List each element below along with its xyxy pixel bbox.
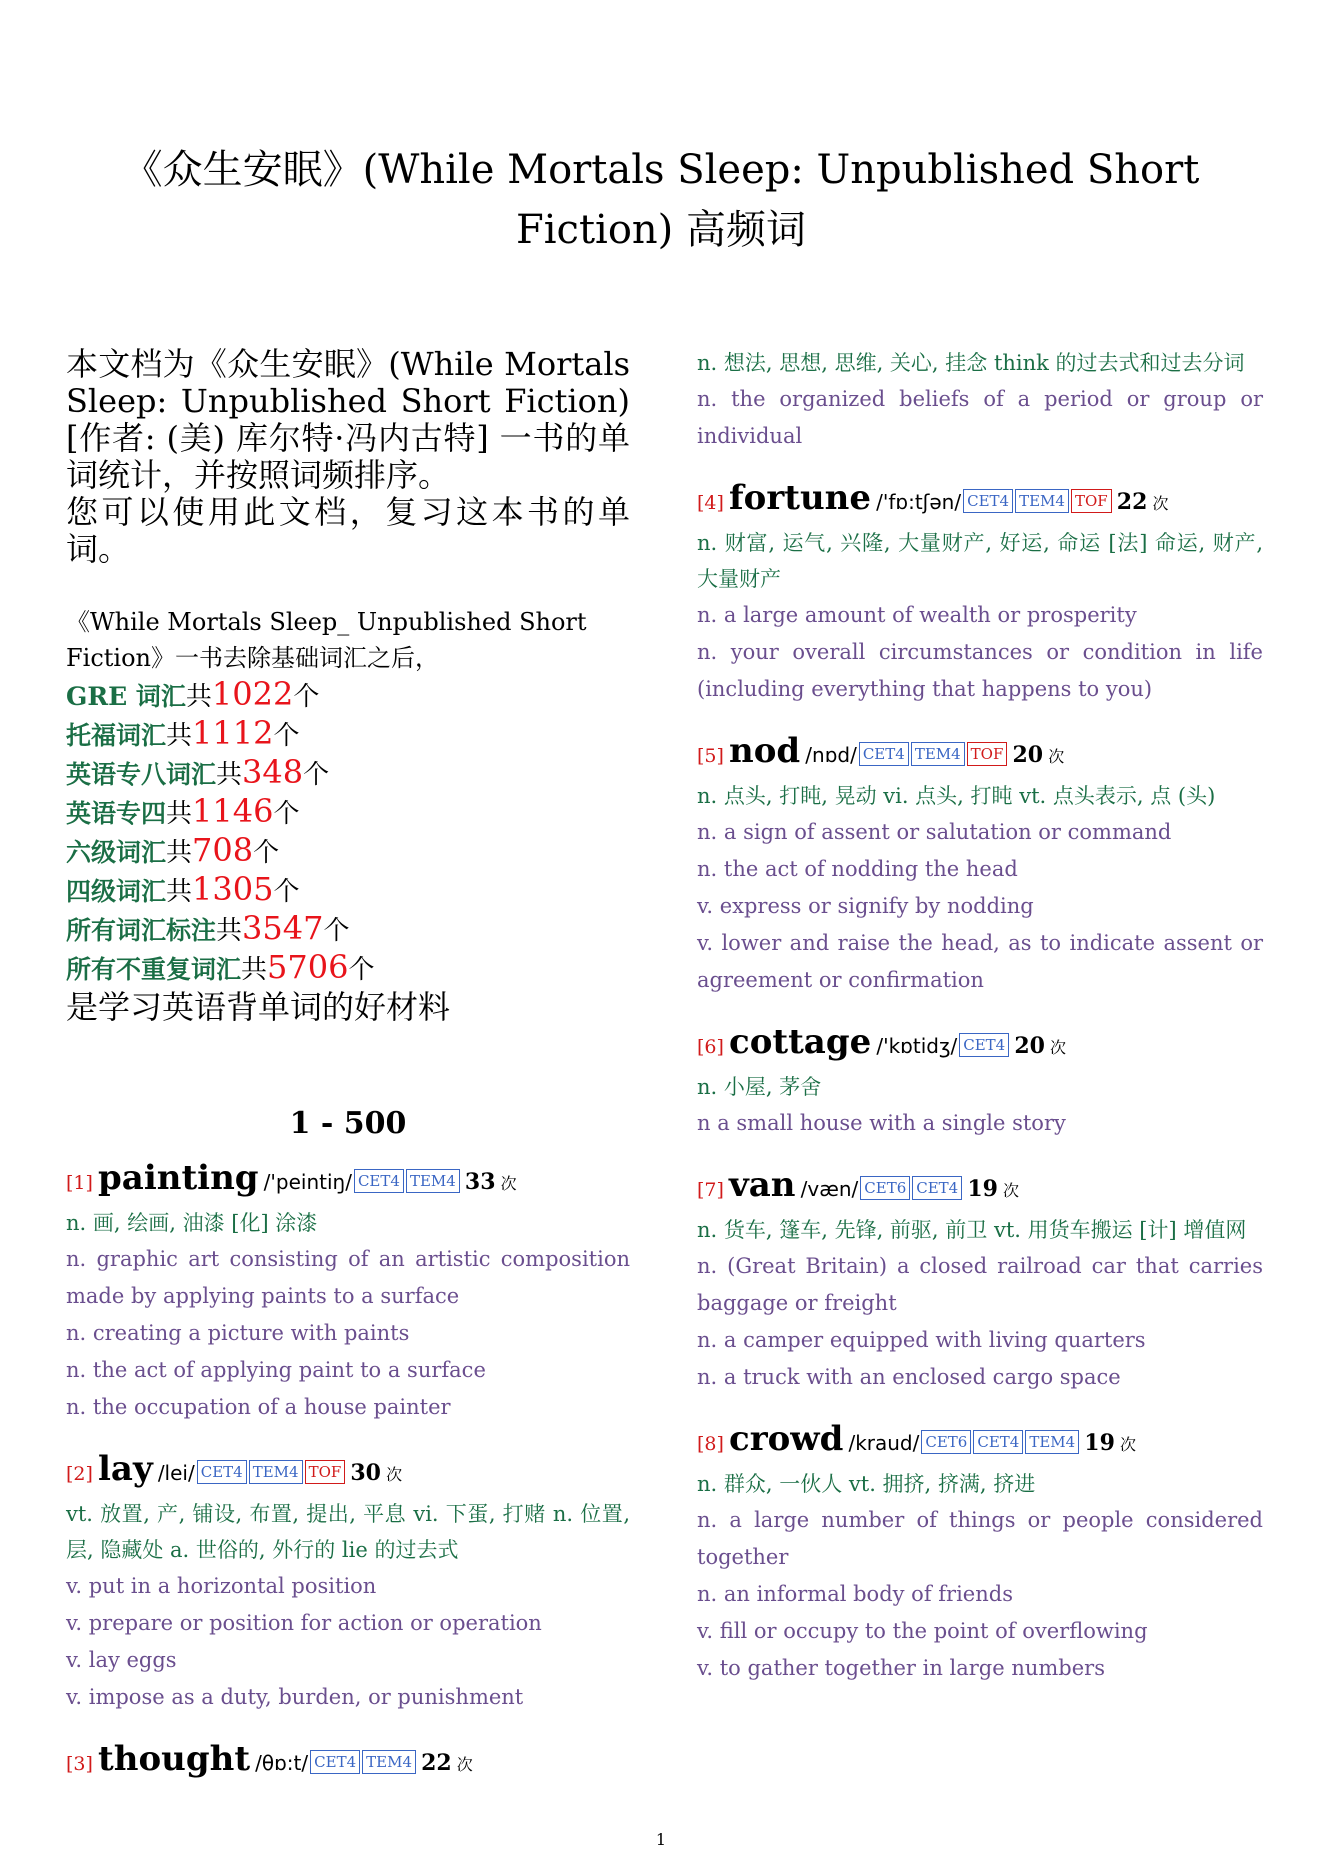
level-tag: CET4 (859, 742, 909, 766)
en-definition: v. prepare or position for action or operation (66, 1611, 542, 1635)
level-tag: TEM4 (911, 742, 965, 766)
stat-line (66, 715, 630, 754)
en-definition: v. to gather together in large numbers (697, 1656, 1105, 1680)
entry-phonetic: /kraud/ (848, 1431, 920, 1455)
word-entry (697, 477, 1263, 708)
entry-times: 次 (1003, 1181, 1020, 1200)
entry-head (66, 1448, 630, 1496)
stat-line (66, 871, 630, 910)
entry-head (697, 730, 1263, 778)
stat-line (66, 676, 630, 715)
stat-line (66, 793, 630, 832)
word-entry (66, 1448, 630, 1716)
entry-word: fortune (729, 478, 872, 518)
entry-count: 19 (1084, 1430, 1115, 1456)
en-definition: n. a sign of assent or salutation or command (697, 820, 1172, 844)
stat-label: 四级词汇 (66, 877, 167, 906)
level-tag: CET4 (959, 1033, 1009, 1057)
entry-phonetic: /'fɒ:tʃən/ (876, 490, 962, 514)
cn-definition: n. 小屋, 茅舍 (697, 1075, 822, 1099)
level-tag: CET6 (921, 1430, 971, 1454)
word-entry (697, 1021, 1263, 1142)
en-definition: n. a truck with an enclosed cargo space (697, 1365, 1121, 1389)
en-definition: n. the occupation of a house painter (66, 1395, 451, 1419)
entry-head (66, 1157, 630, 1205)
level-tag: TEM4 (1015, 489, 1069, 513)
stat-mid: 共 (185, 682, 212, 712)
level-tag: CET6 (860, 1176, 910, 1200)
stat-unit: 个 (273, 877, 300, 907)
stat-label: 六级词汇 (66, 838, 167, 867)
level-tag: CET4 (973, 1430, 1023, 1454)
en-definition: n. a large number of things or people considered together (697, 1508, 1263, 1569)
stat-unit: 个 (303, 760, 330, 790)
entry-index: [6] (697, 1036, 724, 1058)
stat-unit: 个 (323, 916, 350, 946)
stat-line (66, 949, 630, 988)
stat-number: 348 (242, 753, 304, 791)
entry-phonetic: /lei/ (157, 1461, 195, 1485)
stat-mid: 共 (216, 916, 243, 946)
stat-number: 708 (192, 831, 254, 869)
en-definition: n. graphic art consisting of an artistic composition made by applying paints to a surface (66, 1247, 630, 1308)
entry-count: 20 (1012, 742, 1044, 768)
stat-number: 1022 (211, 675, 294, 713)
level-tag: TOF (1071, 489, 1112, 513)
stat-mid: 共 (166, 838, 193, 868)
en-definition: n. the organized beliefs of a period or group or individual (697, 387, 1263, 448)
section-heading: 1 - 500 (289, 1106, 407, 1141)
page-number: 1 (655, 1830, 667, 1849)
intro-line-1: 本文档为《众生安眠》(While Mortals Sleep: Unpublished Short Fiction)[作者: (美) 库尔特·冯内古特] 一书的单词统计，并按照词频排序。 (66, 345, 630, 494)
entry-word: van (729, 1165, 796, 1205)
entry-phonetic: /væn/ (800, 1177, 859, 1201)
entry-times: 次 (1048, 747, 1065, 766)
stat-number: 1112 (192, 714, 274, 752)
cn-definition: vt. 放置, 产, 铺设, 布置, 提出, 平息 vi. 下蛋, 打赌 n. 位置, 层, 隐藏处 a. 世俗的, 外行的 lie 的过去式 (66, 1502, 630, 1562)
entry-phonetic: /'kɒtidʒ/ (876, 1034, 958, 1058)
en-definition: n. (Great Britain) a closed railroad car that carries baggage or freight (697, 1254, 1263, 1315)
en-definition: v. put in a horizontal position (66, 1574, 377, 1598)
entry-head (697, 1021, 1263, 1069)
stats-list (66, 676, 630, 988)
level-tag: TEM4 (362, 1750, 416, 1774)
cn-definition: n. 想法, 思想, 思维, 关心, 挂念 think 的过去式和过去分词 (697, 351, 1245, 375)
stat-mid: 共 (216, 760, 243, 790)
stat-number: 3547 (242, 909, 324, 947)
entry-phonetic: /'peintiŋ/ (263, 1170, 352, 1194)
entries-right (697, 345, 1263, 1709)
cn-definition: n. 点头, 打盹, 晃动 vi. 点头, 打盹 vt. 点头表示, 点 (头) (697, 784, 1216, 808)
entry-phonetic: /nɒd/ (805, 743, 857, 767)
stat-mid: 共 (166, 799, 193, 829)
level-tag: CET4 (310, 1750, 360, 1774)
entry-word: lay (98, 1449, 153, 1489)
stat-label: 托福词汇 (66, 721, 167, 750)
en-definition: n. a large amount of wealth or prosperity (697, 603, 1137, 627)
level-tag: CET4 (963, 489, 1013, 513)
entry-times: 次 (456, 1755, 473, 1774)
entry-count: 33 (464, 1169, 496, 1195)
entry-index: [8] (697, 1433, 724, 1455)
level-tag: TEM4 (249, 1460, 303, 1484)
stat-line (66, 754, 630, 793)
stat-mid: 共 (166, 877, 193, 907)
stat-line (66, 832, 630, 871)
en-definition: n a small house with a single story (697, 1111, 1066, 1135)
entry-times: 次 (1120, 1435, 1137, 1454)
level-tag: CET4 (197, 1460, 247, 1484)
stat-number: 5706 (267, 948, 349, 986)
stat-label: 英语专八词汇 (66, 760, 217, 789)
entry-word: cottage (729, 1022, 872, 1062)
entry-index: [3] (66, 1753, 93, 1775)
en-definition: v. express or signify by nodding (697, 894, 1034, 918)
word-entry (697, 1418, 1263, 1687)
level-tag: CET4 (354, 1169, 404, 1193)
entry-times: 次 (386, 1465, 403, 1484)
cn-definition: n. 货车, 篷车, 先锋, 前驱, 前卫 vt. 用货车搬运 [计] 增值网 (697, 1218, 1247, 1242)
entry-times: 次 (500, 1174, 517, 1193)
word-entry (697, 1164, 1263, 1396)
en-definition: n. an informal body of friends (697, 1582, 1013, 1606)
entry-word: painting (98, 1158, 259, 1198)
word-entry (66, 1738, 630, 1786)
stat-unit: 个 (273, 721, 300, 751)
entry-head (697, 1164, 1263, 1212)
stat-line (66, 910, 630, 949)
level-tag: TEM4 (406, 1169, 460, 1193)
en-definition: n. the act of nodding the head (697, 857, 1018, 881)
entry-count: 22 (421, 1750, 452, 1776)
en-definition: n. creating a picture with paints (66, 1321, 410, 1345)
entry-index: [1] (66, 1172, 93, 1194)
entry-word: thought (98, 1739, 251, 1779)
entry-head (66, 1738, 630, 1786)
level-tag: TOF (967, 742, 1008, 766)
level-tag: TOF (305, 1460, 346, 1484)
intro-line-2: 您可以使用此文档，复习这本书的单词。 (66, 493, 630, 568)
entry-index: [7] (697, 1179, 724, 1201)
entry-count: 22 (1116, 489, 1148, 515)
stat-unit: 个 (348, 955, 375, 985)
closing-text: 是学习英语背单词的好材料 (66, 988, 451, 1026)
entry-count: 20 (1014, 1033, 1045, 1059)
stat-mid: 共 (166, 721, 193, 751)
entry-head (697, 1418, 1263, 1466)
intro (66, 346, 630, 568)
en-definition: n. the act of applying paint to a surface (66, 1358, 486, 1382)
summary-prefix: 《While Mortals Sleep_ Unpublished Short Fiction》一书去除基础词汇之后， (66, 608, 587, 672)
stat-unit: 个 (293, 682, 320, 712)
en-definition: n. a camper equipped with living quarters (697, 1328, 1146, 1352)
en-definition: v. lay eggs (66, 1648, 177, 1672)
entry-word: nod (729, 731, 801, 771)
entry-index: [2] (66, 1463, 93, 1485)
stat-label: 所有词汇标注 (66, 916, 217, 945)
entry-times: 次 (1050, 1038, 1067, 1057)
entries-left (66, 1157, 630, 1786)
stat-unit: 个 (253, 838, 280, 868)
stat-label: GRE 词汇 (66, 682, 186, 711)
stat-label: 英语专四 (66, 799, 167, 828)
left-column (66, 346, 630, 1808)
entry-index: [5] (697, 745, 724, 767)
stat-mid: 共 (241, 955, 268, 985)
entry-times: 次 (1152, 494, 1169, 513)
en-definition: n. your overall circumstances or condition in life (including everything that happens to you) (697, 640, 1263, 701)
cn-definition: n. 画, 绘画, 油漆 [化] 涂漆 (66, 1211, 318, 1235)
cn-definition: n. 群众, 一伙人 vt. 拥挤, 挤满, 挤进 (697, 1472, 1036, 1496)
entry-count: 30 (350, 1460, 381, 1486)
level-tag: TEM4 (1025, 1430, 1079, 1454)
stat-number: 1146 (192, 792, 274, 830)
en-definition: v. impose as a duty, burden, or punishment (66, 1685, 524, 1709)
page-title: 《众生安眠》(While Mortals Sleep: Unpublished Short Fiction) 高频词 (122, 147, 1200, 253)
word-entry (66, 1157, 630, 1426)
entry-index: [4] (697, 492, 724, 514)
word-entry-continued (697, 345, 1263, 455)
entry-head (697, 477, 1263, 525)
stat-label: 所有不重复词汇 (66, 955, 242, 984)
stat-number: 1305 (192, 870, 274, 908)
entry-count: 19 (967, 1176, 998, 1202)
cn-definition: n. 财富, 运气, 兴隆, 大量财产, 好运, 命运 [法] 命运, 财产, 大量财产 (697, 531, 1263, 591)
level-tag: CET4 (912, 1176, 962, 1200)
en-definition: v. fill or occupy to the point of overflowing (697, 1619, 1148, 1643)
entry-phonetic: /θɒ:t/ (255, 1751, 309, 1775)
en-definition: v. lower and raise the head, as to indicate assent or agreement or confirmation (697, 931, 1263, 992)
stat-unit: 个 (273, 799, 300, 829)
word-entry (697, 730, 1263, 999)
entry-word: crowd (729, 1419, 844, 1459)
